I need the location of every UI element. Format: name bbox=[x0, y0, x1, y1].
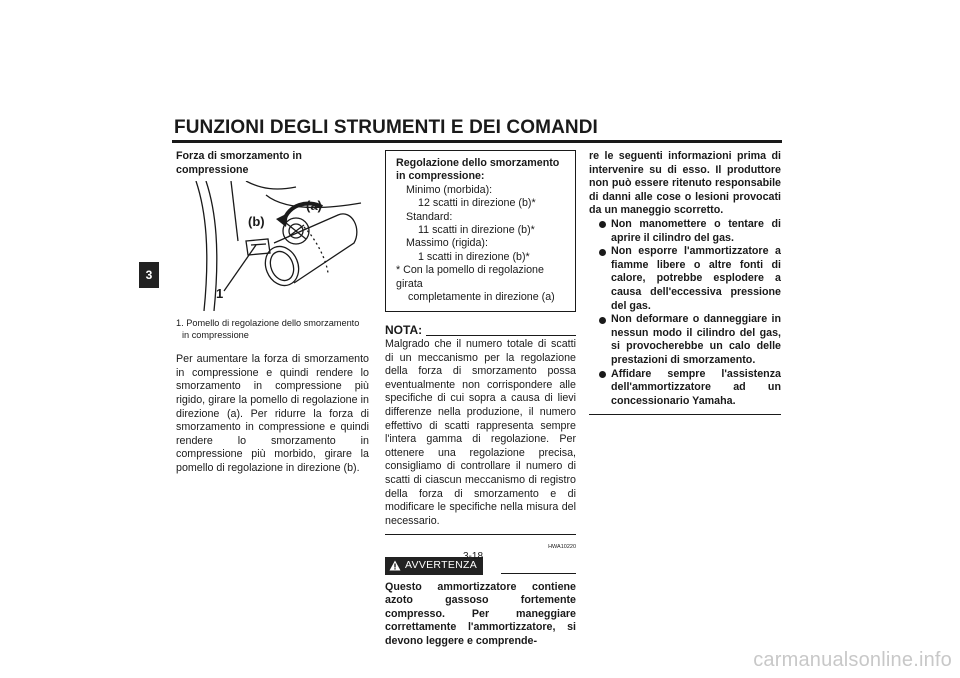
callout-number: 1 bbox=[216, 286, 224, 302]
spec-title: Regolazione dello smorzamento in compressione: bbox=[396, 157, 560, 183]
watermark: carmanualsonline.info bbox=[753, 649, 952, 671]
note-end-rule bbox=[385, 534, 576, 535]
warning-bullet: Non deformare o danneggiare in nessun modo il cilindro del gas, si provocherebbe un calo delle prestazioni di smorzamento. bbox=[599, 313, 781, 367]
warning-label: AVVERTENZA bbox=[405, 558, 478, 571]
spec-line: Minimo (morbida): bbox=[406, 183, 493, 196]
warning-bullet: Non esporre l'ammortizzatore a fiamme libere o altre fonti di calore, potrebbe esplodere a causa dell'eccessiva pressione del gas. bbox=[599, 245, 781, 313]
spec-footnote: completamente in direzione (a) bbox=[408, 291, 555, 304]
warning-bullet: Non manomettere o tentare di aprire il cilindro del gas. bbox=[599, 218, 781, 245]
direction-a-label: (a) bbox=[306, 198, 322, 214]
warning-rule bbox=[501, 573, 576, 574]
shock-absorber-drawing bbox=[176, 181, 366, 311]
header-rule bbox=[172, 140, 782, 143]
warning-triangle-icon bbox=[389, 560, 401, 571]
note-text: Malgrado che il numero totale di scatti di un meccanismo per la regolazione della forza di smorzamento possa eventualmente non corrispondere alle specifiche di cui sopra a causa di lievi differenze nella produzione, il numero effettivo di scatti rappresenta sempre l'intera gamma di regolazione. Per ottenere una regolazione precisa, consigliamo di controllare il numero di scatti di ciascun meccanismo di registro della forza di smorzamento e di modificare le specifiche nella misura del necessario. bbox=[385, 338, 576, 527]
warning-code: HWA10220 bbox=[548, 544, 576, 551]
middle-column bbox=[385, 150, 576, 649]
adjustment-instructions: Per aumentare la forza di smorzamento in compressione e quindi rendere lo smorzamento in compressione più rigido, girare la pomello di regolazione in direzione (a). Per ridurre la forza di smorzamento in compressione e quindi rendere lo smorzamento in compressione più morbido, girare la pomello di regolazione in direzione (b). bbox=[176, 353, 369, 474]
note-label: NOTA: bbox=[385, 323, 423, 338]
spec-line: Standard: bbox=[406, 210, 453, 223]
spec-line: Massimo (rigida): bbox=[406, 237, 488, 250]
warning-bullet-list bbox=[589, 218, 781, 408]
adjuster-illustration bbox=[176, 181, 366, 311]
left-column bbox=[176, 150, 369, 476]
note-rule bbox=[426, 335, 576, 336]
spec-line: 1 scatti in direzione (b)* bbox=[418, 250, 530, 263]
figure-caption: 1. Pomello di regolazione dello smorzamento in compressione bbox=[176, 318, 360, 341]
page-number: 3-18 bbox=[463, 551, 484, 562]
specification-box bbox=[385, 150, 576, 312]
note-header bbox=[385, 324, 576, 338]
section-heading: Forza di smorzamento in compressione bbox=[176, 150, 302, 176]
page-title: FUNZIONI DEGLI STRUMENTI E DEI COMANDI bbox=[174, 117, 598, 138]
warning-bullet: Affidare sempre l'assistenza dell'ammortizzatore ad un concessionario Yamaha. bbox=[599, 368, 781, 409]
spec-footnote: * Con la pomello di regolazione girata bbox=[396, 264, 544, 290]
direction-b-label: (b) bbox=[248, 214, 265, 230]
warning-continued: re le seguenti informazioni prima di intervenire su di esso. Il produttore non può essere ritenuto responsabile di danni alle cose o lesioni provocati da un maneggio scorretto. bbox=[589, 150, 781, 217]
warning-end-rule bbox=[589, 414, 781, 415]
spec-line: 12 scatti in direzione (b)* bbox=[418, 197, 536, 210]
spec-line: 11 scatti in direzione (b)* bbox=[418, 224, 535, 237]
right-column bbox=[589, 150, 781, 415]
warning-intro: Questo ammortizzatore contiene azoto gassoso fortemente compresso. Per maneggiare correttamente l'ammortizzatore, si devono leggere e comprende- bbox=[385, 580, 576, 647]
chapter-tab: 3 bbox=[139, 262, 159, 288]
